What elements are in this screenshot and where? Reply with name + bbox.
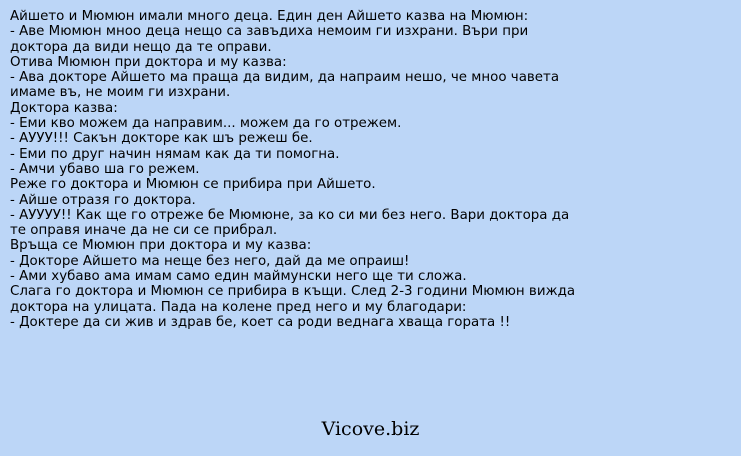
joke-line: - Докторе Айшето ма неще без него, дай да ме опраиш! (10, 253, 410, 269)
joke-line: имаме въ, не моим ги изхрани. (10, 85, 231, 101)
joke-text (10, 9, 730, 330)
joke-line: доктора да види нещо да те оправи. (10, 39, 272, 55)
joke-line: - Ава докторе Айшето ма праща да видим, да напраим нешо, че мноо чавета (10, 70, 560, 86)
joke-line: - Доктере да си жив и здрав бе, коет са роди веднага хваща гората !! (10, 314, 511, 330)
joke-line: - Еми кво можем да направим... можем да го отрежем. (10, 116, 402, 132)
joke-line: Връща се Мюмюн при доктора и му казва: (10, 238, 312, 254)
joke-line: - Аве Мюмюн мноо деца нещо са завъдиха немоим ги изхрани. Въри при (10, 24, 529, 40)
joke-line: Реже го доктора и Мюмюн се прибира при Айшето. (10, 177, 376, 193)
site-watermark: Vicove.biz (321, 418, 420, 440)
joke-line: Доктора казва: (10, 100, 118, 116)
joke-line: Отива Мюмюн при доктора и му казва: (10, 54, 287, 70)
joke-line: - Еми по друг начин нямам как да ти помогна. (10, 146, 340, 162)
joke-line: - АУУУ!!! Сакън докторе как шъ режеш бе. (10, 131, 313, 147)
joke-line: те оправя иначе да не си се прибрал. (10, 223, 278, 239)
joke-line: - Амчи убаво ша го режем. (10, 161, 200, 177)
joke-line: Слага го доктора и Мюмюн се прибира в къщи. След 2-3 години Мюмюн вижда (10, 284, 576, 300)
joke-line: - Айше отразя го доктора. (10, 192, 196, 208)
joke-line: - Ами хубаво ама имам само един маймунски него ще ти сложа. (10, 269, 467, 285)
joke-line: доктора на улицата. Пада на колене пред него и му благодари: (10, 299, 467, 315)
joke-line: - АУУУУ!! Как ще го отреже бе Мюмюне, за ко си ми без него. Вари доктора да (10, 207, 570, 223)
joke-line: Айшето и Мюмюн имали много деца. Един ден Айшето казва на Мюмюн: (10, 9, 529, 24)
